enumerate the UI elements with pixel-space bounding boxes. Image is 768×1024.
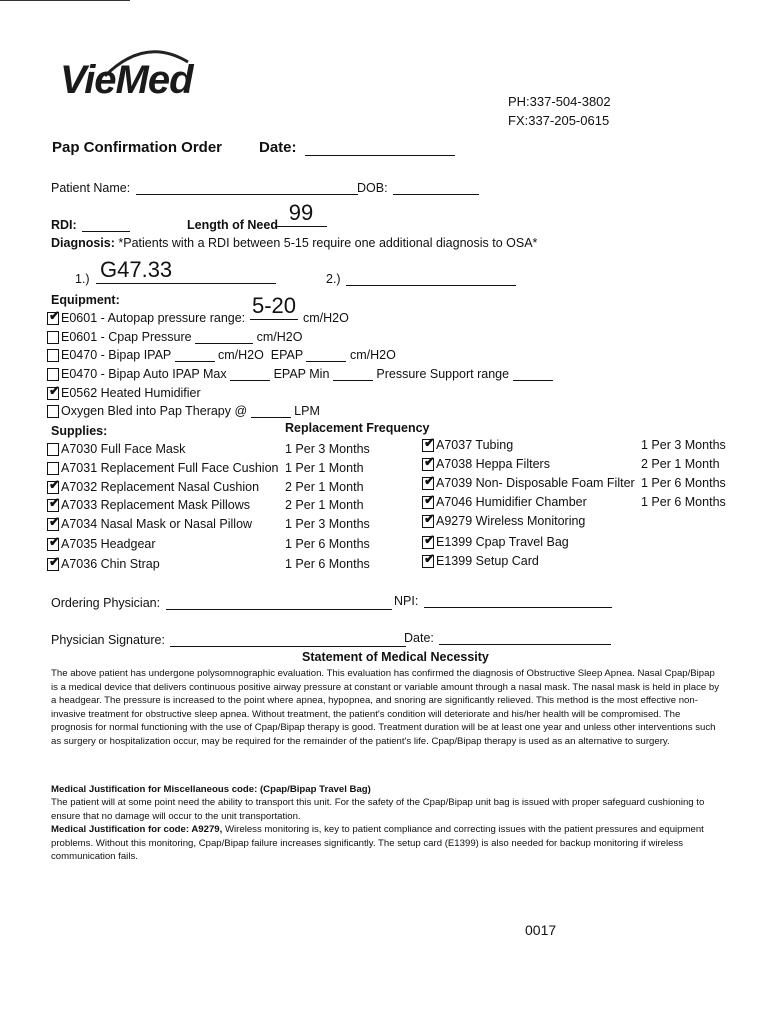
checkbox[interactable]: ✔ [424, 435, 435, 450]
checkbox[interactable] [47, 368, 59, 381]
supply-item-right-0[interactable] [422, 435, 514, 457]
equipment-e0470-bipap-auto[interactable]: E0470 - Bipap Auto IPAP Max EPAP Min Pressure Support range [47, 367, 553, 386]
supply-code-label: A7030 Full Face Mask [61, 442, 186, 456]
autopap-range-value: 5-20 [251, 293, 297, 318]
misc-justification-heading: Medical Justification for Miscellaneous code: (Cpap/Bipap Travel Bag) [51, 784, 371, 795]
page-number: 0017 [525, 922, 557, 938]
top-rule [0, 0, 130, 1]
a9279-justification [51, 823, 721, 864]
supply-code-label: A7034 Nasal Mask or Nasal Pillow [61, 517, 253, 531]
dob-field[interactable] [357, 181, 479, 195]
supply-frequency: 1 Per 6 Months [285, 537, 370, 551]
supply-code-label: E1399 Cpap Travel Bag [436, 535, 569, 549]
rdi-field[interactable] [51, 218, 130, 232]
header-date-line [305, 155, 455, 156]
diagnosis-note: *Patients with a RDI between 5-15 require one additional diagnosis to OSA* [118, 236, 538, 250]
supply-item-right-6[interactable] [422, 551, 539, 573]
supply-code-label: E1399 Setup Card [436, 554, 539, 568]
equipment-e0601-cpap[interactable]: E0601 - Cpap Pressure cm/H2O [47, 330, 302, 349]
supply-code-label: A7037 Tubing [436, 438, 514, 452]
physician-signature-field[interactable] [51, 633, 406, 647]
header-date-field[interactable] [259, 139, 455, 156]
supply-item-left-2[interactable] [47, 477, 260, 499]
supply-item-right-5[interactable] [422, 532, 569, 554]
rdi-label: RDI: [51, 218, 77, 232]
supply-code-label: A7039 Non- Disposable Foam Filter [436, 476, 635, 490]
diagnosis-2-line [346, 285, 516, 286]
signature-date-field[interactable] [404, 631, 611, 645]
supply-item-left-3[interactable] [47, 495, 250, 517]
header-date-label: Date: [259, 139, 297, 156]
supply-item-left-1[interactable] [47, 461, 278, 480]
diagnosis-line [51, 236, 537, 250]
physician-signature-label: Physician Signature: [51, 633, 165, 647]
checkbox[interactable]: ✔ [424, 492, 435, 507]
supply-item-right-3[interactable] [422, 492, 587, 514]
autopap-range-field[interactable] [250, 293, 298, 320]
supply-item-left-5[interactable] [47, 534, 156, 556]
checkbox[interactable]: ✔ [424, 511, 435, 526]
supply-code-label: A7031 Replacement Full Face Cushion [61, 461, 279, 475]
equipment-e0562-humidifier[interactable]: ✔ E0562 Heated Humidifier [49, 383, 201, 400]
checkbox[interactable] [47, 405, 59, 418]
supply-code-label: A9279 Wireless Monitoring [436, 514, 586, 528]
checkbox[interactable]: ✔ [49, 477, 60, 492]
supply-frequency: 2 Per 1 Month [285, 498, 364, 512]
supply-item-left-4[interactable] [47, 514, 253, 536]
diagnosis-1-field[interactable] [96, 257, 276, 284]
checkbox[interactable]: ✔ [49, 554, 60, 569]
checkbox[interactable]: ✔ [49, 534, 60, 549]
supply-item-right-4[interactable] [422, 511, 586, 533]
checkbox[interactable] [47, 349, 59, 362]
statement-title: Statement of Medical Necessity [302, 650, 489, 664]
supply-frequency: 1 Per 6 Months [641, 476, 726, 490]
checkbox[interactable]: ✔ [49, 514, 60, 529]
checkbox[interactable]: ✔ [49, 495, 60, 510]
npi-label: NPI: [394, 594, 419, 608]
form-title: Pap Confirmation Order [52, 139, 223, 156]
phone-number: PH:337-504-3802 [508, 94, 611, 109]
checkbox[interactable] [47, 443, 59, 456]
patient-name-line [136, 194, 358, 195]
ordering-physician-label: Ordering Physician: [51, 596, 161, 610]
checkbox[interactable]: ✔ [424, 551, 435, 566]
checkbox[interactable]: ✔ [49, 383, 60, 398]
supply-frequency: 1 Per 1 Month [285, 461, 364, 475]
checkbox[interactable]: ✔ [49, 308, 60, 323]
supply-frequency: 1 Per 6 Months [641, 495, 726, 509]
patient-name-field[interactable] [51, 181, 358, 195]
replacement-frequency-header: Replacement Frequency [285, 421, 430, 435]
dob-line [393, 194, 479, 195]
npi-field[interactable] [394, 594, 612, 608]
diagnosis-1-number: 1.) [75, 272, 90, 286]
checkbox[interactable] [47, 462, 59, 475]
diagnosis-2-field[interactable] [326, 272, 516, 286]
rdi-line [82, 231, 130, 232]
supply-code-label: A7046 Humidifier Chamber [436, 495, 587, 509]
checkbox[interactable]: ✔ [424, 532, 435, 547]
autopap-unit: cm/H2O [303, 311, 349, 325]
supply-code-label: A7033 Replacement Mask Pillows [61, 498, 250, 512]
checkbox[interactable]: ✔ [424, 454, 435, 469]
supply-frequency: 1 Per 3 Months [285, 442, 370, 456]
a9279-heading: Medical Justification for code: A9279, [51, 824, 223, 835]
ordering-physician-field[interactable] [51, 596, 392, 610]
equipment-e0601-autopap[interactable]: ✔ E0601 - Autopap pressure range: [49, 308, 246, 325]
supply-item-left-0[interactable] [47, 442, 185, 461]
supply-item-right-1[interactable] [422, 454, 550, 476]
checkbox[interactable] [47, 331, 59, 344]
fax-number: FX:337-205-0615 [508, 113, 610, 128]
supply-code-label: A7035 Headgear [61, 537, 156, 551]
diagnosis-label: Diagnosis: [51, 236, 115, 250]
length-of-need-label: Length of Need [187, 218, 278, 232]
statement-body: The above patient has undergone polysomnographic evaluation. This evaluation has confirmed the diagnosis of Obstructive Sleep Apnea. Nasal Cpap/Bipap is a medical device that delivers continuous positive airway pressure at constant or variable amount through a nasal mask. The nasal mask is held in place by a headgear. The pressure is increased to the point where apnea, hypopnea, and snoring are significantly relieved. This method is the most effective non-invasive treatment for obstructive sleep apnea. Without treatment, the patient's condition will deteriorate and his/her health will be compromised. The prognosis for normal functioning with the use of Cpap/Bipap therapy is good. Treatment duration will be at least one year and unless other interventions such as surgery or hospitalization occur, may be required for the remainder of the patient's life. Cpap/Bipap therapy is used as an alternative to surgery. [51, 668, 720, 747]
supply-frequency: 1 Per 6 Months [285, 557, 370, 571]
supply-item-right-2[interactable] [422, 473, 635, 495]
misc-justification-body: The patient will at some point need the ability to transport this unit. For the safety of the Cpap/Bipap unit bag is issued with proper safeguard cushioning to ensure that no damage will occur to the unit transportation. [51, 797, 705, 822]
checkbox[interactable]: ✔ [424, 473, 435, 488]
supply-frequency: 1 Per 3 Months [641, 438, 726, 452]
signature-date-label: Date: [404, 631, 434, 645]
viemed-logo: VieMed [60, 58, 193, 102]
supply-frequency: 2 Per 1 Month [641, 457, 720, 471]
supply-code-label: A7038 Heppa Filters [436, 457, 550, 471]
a9279-body: Wireless monitoring is, key to patient compliance and correcting issues with the patient pressures and equipment problems. Without this monitoring, Cpap/Bipap failure increases significantly. The setup card (E1399) is also needed for backup monitoring if wireless communication fails. [51, 824, 704, 863]
equipment-e0470-bipap[interactable]: E0470 - Bipap IPAP cm/H2O EPAP cm/H2O [47, 348, 396, 367]
patient-name-label: Patient Name: [51, 181, 131, 195]
equipment-label: Equipment: [51, 293, 120, 307]
supply-code-label: A7036 Chin Strap [61, 557, 160, 571]
diagnosis-1-value: G47.33 [100, 257, 173, 282]
length-of-need-value: 99 [288, 200, 314, 225]
supply-item-left-6[interactable] [47, 554, 160, 576]
diagnosis-2-number: 2.) [326, 272, 341, 286]
length-of-need-field[interactable] [275, 200, 327, 227]
dob-label: DOB: [357, 181, 388, 195]
supplies-label: Supplies: [51, 424, 108, 438]
equipment-oxygen-bled[interactable]: Oxygen Bled into Pap Therapy @ LPM [47, 404, 320, 423]
supply-code-label: A7032 Replacement Nasal Cushion [61, 480, 260, 494]
supply-frequency: 1 Per 3 Months [285, 517, 370, 531]
supply-frequency: 2 Per 1 Month [285, 480, 364, 494]
